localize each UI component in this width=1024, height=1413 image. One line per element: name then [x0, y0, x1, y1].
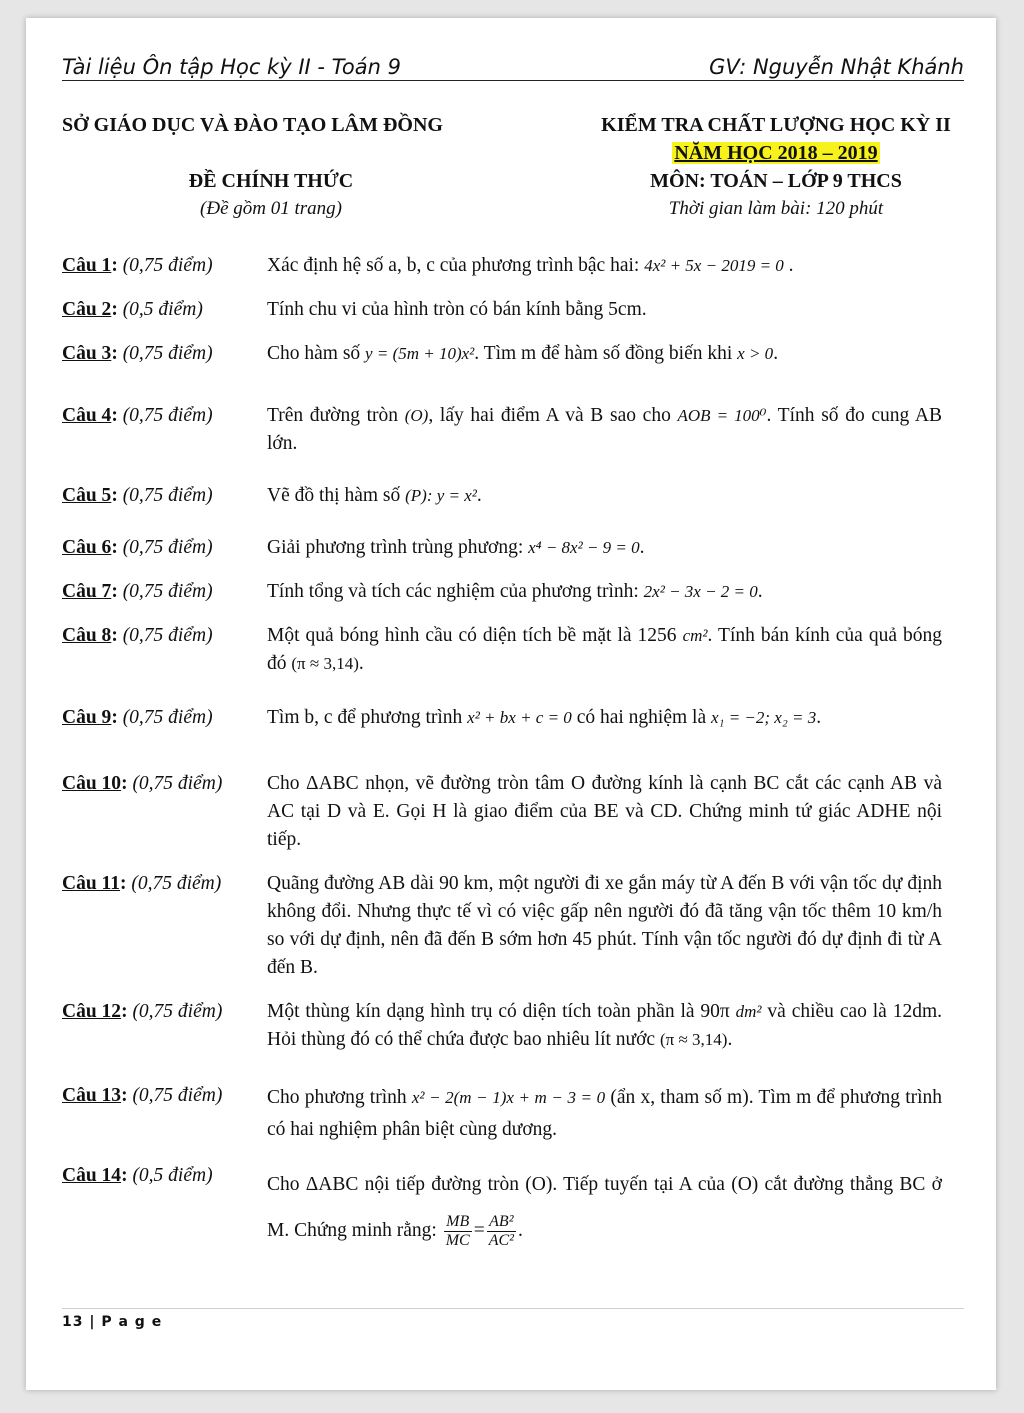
equation-2: AOB = 100⁰ [677, 406, 767, 425]
question-number: Câu 2 [62, 299, 112, 320]
question-10: Câu 10: (0,75 điểm) Cho ΔABC nhọn, vẽ đường tròn tâm O đường kính là cạnh BC cắt các cạnh AB và AC tại D và E. Gọi H là giao điểm của BE và CD. Chứng minh tứ giác ADHE nội tiếp. [62, 773, 942, 850]
department-name: SỞ GIÁO DỤC VÀ ĐÀO TẠO LÂM ĐỒNG [62, 114, 443, 136]
question-number: Câu 7 [62, 581, 112, 602]
question-number: Câu 10 [62, 773, 122, 794]
question-number: Câu 6 [62, 537, 112, 558]
question-text: Một thùng kín dạng hình trụ có diện tích toàn phần là 90π [267, 1001, 730, 1022]
question-text: Cho phương trình [267, 1087, 407, 1108]
question-points: (0,75 điểm) [132, 1001, 223, 1022]
punctuation: . [358, 653, 364, 674]
fraction-ab-ac [487, 1213, 516, 1250]
equation: 4x² + 5x − 2019 = 0 [644, 256, 784, 275]
school-year-highlight: NĂM HỌC 2018 – 2019 [674, 142, 878, 164]
question-12: Câu 12: (0,75 điểm) Một thùng kín dạng hình trụ có diện tích toàn phần là 90π dm² và chiều cao là 12dm. Hỏi thùng đó có thể chứa được bao nhiêu lít nước (π ≈ 3,14). [62, 1001, 943, 1050]
question-text: Cho ΔABC nội tiếp đường tròn (O). Tiếp tuyến tại A của (O) cắt đường thẳng BC ở M. Chứng minh rằng: [267, 1174, 942, 1241]
question-text-end: . Tính số đo cung AB lớn. [267, 405, 942, 454]
question-number: Câu 14 [62, 1165, 122, 1186]
question-text: Quãng đường AB dài 90 km, một người đi xe gắn máy từ A đến B với vận tốc dự định không đổi. Nhưng thực tế vì có việc gấp nên người đó đã tăng vận tốc thêm 10 km/h so với dự định, nên đã đến B sớm hơn 45 phút. Tính vận tốc người đó dự định đi từ A đến B. [267, 873, 942, 978]
question-text-cont: và chiều cao là 12dm. Hỏi thùng đó có thể chứa được bao nhiêu lít nước [267, 1001, 943, 1050]
question-points: (0,75 điểm) [122, 537, 213, 558]
question-text: Xác định hệ số a, b, c của phương trình bậc hai: [267, 255, 640, 276]
question-text: Cho hàm số [267, 343, 361, 364]
question-text: Giải phương trình trùng phương: [267, 537, 524, 558]
exam-title: KIỂM TRA CHẤT LƯỢNG HỌC KỲ II [601, 114, 951, 136]
official-label: ĐỀ CHÍNH THỨC [188, 170, 354, 192]
question-text: Tính chu vi của hình tròn có bán kính bằng 5cm. [267, 299, 647, 320]
question-3: Câu 3: (0,75 điểm) Cho hàm số y = (5m + 10)x². Tìm m để hàm số đồng biến khi x > 0. [62, 343, 779, 364]
page-number: 13 | P a g e [62, 1314, 163, 1330]
question-points: (0,75 điểm) [122, 485, 213, 506]
equation: 2x² − 3x − 2 = 0 [643, 582, 758, 601]
question-9: Câu 9: (0,75 điểm) Tìm b, c để phương trình x² + bx + c = 0 có hai nghiệm là x₁ = −2; x₂ = 3. [62, 707, 822, 728]
question-4: Câu 4: (0,75 điểm) Trên đường tròn (O), lấy hai điểm A và B sao cho AOB = 100⁰. Tính số đo cung AB lớn. [62, 405, 942, 454]
question-points: (0,75 điểm) [132, 1085, 223, 1106]
question-points: (0,75 điểm) [122, 255, 213, 276]
question-text-cont: (ẩn x, tham số m). Tìm m để phương trình có hai nghiệm phân biệt cùng dương. [267, 1087, 943, 1140]
punctuation: . [816, 707, 822, 728]
fraction-denominator: AC² [488, 1232, 514, 1250]
question-6: Câu 6: (0,75 điểm) Giải phương trình trùng phương: x⁴ − 8x² − 9 = 0. [62, 537, 645, 558]
document-page [26, 18, 996, 1390]
punctuation: . [788, 255, 794, 276]
question-points: (0,75 điểm) [131, 873, 222, 894]
subject-label: MÔN: TOÁN – LỚP 9 THCS [650, 170, 902, 192]
question-7: Câu 7: (0,75 điểm) Tính tổng và tích các nghiệm của phương trình: 2x² − 3x − 2 = 0. [62, 581, 763, 602]
question-points: (0,75 điểm) [122, 625, 213, 646]
unit: dm² [735, 1002, 762, 1021]
equation: x² − 2(m − 1)x + m − 3 = 0 [411, 1088, 606, 1107]
question-text-cont: có hai nghiệm là [576, 707, 707, 728]
punctuation: . [639, 537, 645, 558]
question-text: Cho ΔABC nhọn, vẽ đường tròn tâm O đường kính là cạnh BC cắt các cạnh AB và AC tại D và E. Gọi H là giao điểm của BE và CD. Chứng minh tứ giác ADHE nội tiếp. [267, 773, 942, 850]
question-text: Tìm b, c để phương trình [267, 707, 463, 728]
question-13: Câu 13: (0,75 điểm) Cho phương trình x² − 2(m − 1)x + m − 3 = 0 (ẩn x, tham số m). Tìm m để phương trình có hai nghiệm phân biệt cùng dương. [62, 1085, 943, 1140]
equation: (O) [404, 406, 429, 425]
equation-2: x₁ = −2; x₂ = 3 [710, 708, 817, 727]
unit: cm² [682, 626, 708, 645]
question-number: Câu 1 [62, 255, 112, 276]
equation: x² + bx + c = 0 [467, 708, 572, 727]
fraction-numerator: AB² [487, 1213, 516, 1232]
fraction-mb-mc [444, 1213, 472, 1250]
question-number: Câu 4 [62, 405, 112, 426]
question-number: Câu 5 [62, 485, 112, 506]
question-8: Câu 8: (0,75 điểm) Một quả bóng hình cầu có diện tích bề mặt là 1256 cm². Tính bán kính của quả bóng đó (π ≈ 3,14). [62, 625, 943, 674]
header-title: Tài liệu Ôn tập Học kỳ II - Toán 9 [62, 55, 401, 79]
punctuation: . [727, 1029, 733, 1050]
equation-2: (π ≈ 3,14) [659, 1030, 728, 1049]
question-number: Câu 3 [62, 343, 112, 364]
question-11: Câu 11: (0,75 điểm) Quãng đường AB dài 90 km, một người đi xe gắn máy từ A đến B với vận tốc dự định không đổi. Nhưng thực tế vì có việc gấp nên người đó đã tăng vận tốc thêm 10 km/h so với dự định, nên đã đến B sớm hơn 45 phút. Tính vận tốc người đó dự định đi từ A đến B. [62, 873, 942, 978]
question-1: Câu 1: (0,75 điểm) Xác định hệ số a, b, c của phương trình bậc hai: 4x² + 5x − 2019 = 0 . [62, 255, 794, 276]
question-points: (0,75 điểm) [122, 707, 213, 728]
question-14: Câu 14: (0,5 điểm) Cho ΔABC nội tiếp đường tròn (O). Tiếp tuyến tại A của (O) cắt đường thẳng BC ở M. Chứng minh rằng: $\frac{MB}{MC}$ = $\frac{\text{AB²}}{\text{AC²}}$ . [62, 1165, 942, 1250]
equation: x⁴ − 8x² − 9 = 0 [528, 538, 640, 557]
punctuation: . [773, 343, 779, 364]
question-text: Trên đường tròn [267, 405, 399, 426]
fraction-denominator: MC [445, 1232, 470, 1250]
pages-note: (Đề gồm 01 trang) [200, 198, 342, 219]
question-points: (0,75 điểm) [122, 343, 213, 364]
question-points: (0,5 điểm) [132, 1165, 213, 1186]
question-points: (0,75 điểm) [122, 581, 213, 602]
question-2: Câu 2: (0,5 điểm) Tính chu vi của hình tròn có bán kính bằng 5cm. [62, 299, 647, 320]
question-5: Câu 5: (0,75 điểm) Vẽ đồ thị hàm số (P): y = x². [62, 485, 482, 506]
question-number: Câu 11 [62, 873, 120, 894]
equation: (P): y = x² [405, 486, 477, 505]
duration-label: Thời gian làm bài: 120 phút [668, 198, 884, 219]
equation-2: x > 0 [737, 344, 774, 363]
equation-2: (π ≈ 3,14) [291, 654, 359, 673]
question-text-cont: , lấy hai điểm A và B sao cho [428, 405, 671, 426]
question-number: Câu 8 [62, 625, 112, 646]
question-number: Câu 9 [62, 707, 112, 728]
question-points: (0,5 điểm) [122, 299, 203, 320]
question-points: (0,75 điểm) [122, 405, 213, 426]
question-number: Câu 12 [62, 1001, 122, 1022]
footer-divider [62, 1308, 964, 1309]
question-text: Tính tổng và tích các nghiệm của phương trình: [267, 581, 639, 602]
fraction-numerator: MB [444, 1213, 472, 1232]
equation: y = (5m + 10)x² [365, 344, 475, 363]
question-text: Vẽ đồ thị hàm số [267, 485, 401, 506]
question-number: Câu 13 [62, 1085, 122, 1106]
running-header [62, 54, 964, 81]
school-year [586, 142, 966, 165]
question-text-cont: . Tính bán kính của quả bóng đó [267, 625, 943, 674]
question-text-cont: . Tìm m để hàm số đồng biến khi [474, 343, 733, 364]
header-author: GV: Nguyễn Nhật Khánh [709, 55, 964, 79]
question-points: (0,75 điểm) [132, 773, 223, 794]
punctuation: . [476, 485, 482, 506]
question-text: Một quả bóng hình cầu có diện tích bề mặt là 1256 [267, 625, 677, 646]
punctuation: . [517, 1220, 523, 1241]
punctuation: . [757, 581, 763, 602]
